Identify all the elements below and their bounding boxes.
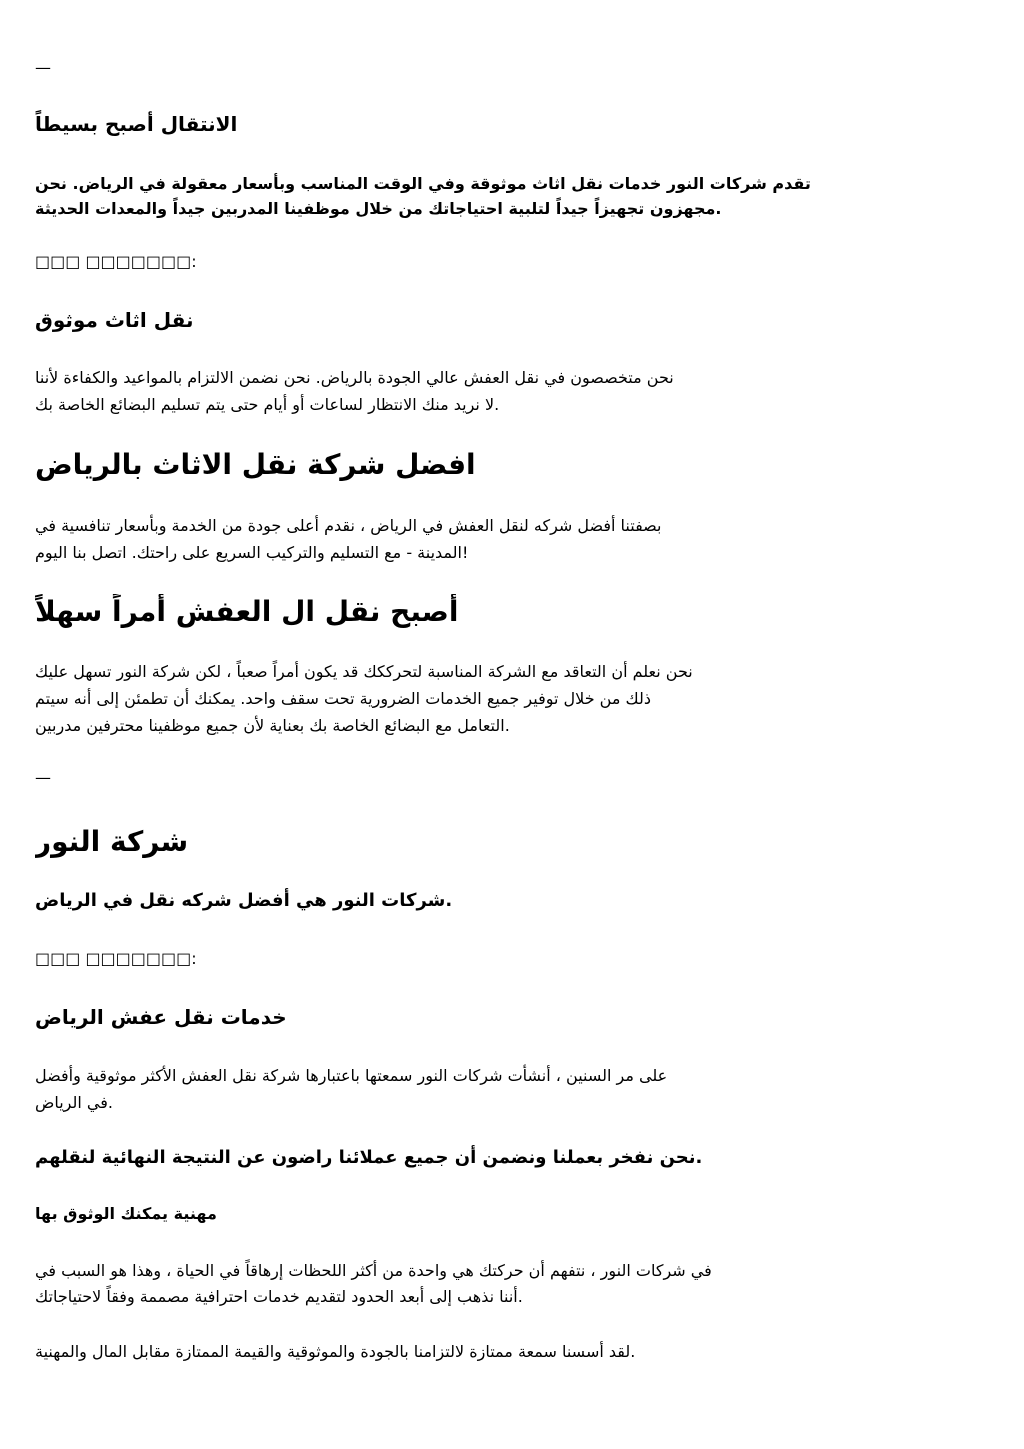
company-tagline: شركات النور هي أفضل شركه نقل في الرياض. [35,890,453,911]
paragraph-line: في الرياض. [35,1093,113,1112]
paragraph-line: على مر السنين ، أنشأت شركات النور سمعتها باعتبارها شركة نقل العفش الأكثر موثوقية وأفضل [35,1066,668,1085]
company-title: شركة النور [35,825,189,858]
section-heading: الانتقال أصبح بسيطاً [35,112,238,136]
paragraph-line: في شركات النور ، نتفهم أن حركتك هي واحدة من أكثر اللحظات إرهاقاً في الحياة ، وهذا هو السبب في [35,1261,712,1280]
horizontal-rule-top: — [35,58,51,77]
paragraph-line: لا نريد منك الانتظار لساعات أو أيام حتى يتم تسليم البضائع الخاصة بك. [35,395,500,414]
paragraph-line: المدينة - مع التسليم والتركيب السريع على راحتك. اتصل بنا اليوم! [35,543,469,562]
section-heading: نقل اثاث موثوق [35,308,194,332]
paragraph-line: نحن نعلم أن التعاقد مع الشركة المناسبة لتحرككك قد يكون أمراً صعباً ، لكن شركة النور تسهل عليك [35,662,693,681]
paragraph-line: نحن متخصصون في نقل العفش عالي الجودة بالرياض. نحن نضمن الالتزام بالمواعيد والكفاءة لأننا [35,368,674,387]
paragraph-line: ذلك من خلال توفير جميع الخدمات الضرورية تحت سقف واحد. يمكنك أن تطمئن إلى أنه سيتم [35,689,651,708]
section-heading: مهنية يمكنك الوثوق بها [35,1204,217,1223]
section-heading: افضل شركة نقل الاثاث بالرياض [35,448,476,481]
horizontal-rule-middle: — [35,768,51,787]
pride-statement: نحن نفخر بعملنا ونضمن أن جميع عملائنا راضون عن النتيجة النهائية لنقلهم. [35,1147,703,1168]
placeholder-label: □□□ □□□□□□□: [35,949,197,968]
intro-text-line: مجهزون تجهيزاً جيداً لتلبية احتياجاتك من خلال موظفينا المدربين جيداً والمعدات الحديثة. [35,199,722,218]
paragraph-line: بصفتنا أفضل شركه لنقل العفش في الرياض ، نقدم أعلى جودة من الخدمة وبأسعار تنافسية في [35,516,662,535]
closing-paragraph: لقد أسسنا سمعة ممتازة لالتزامنا بالجودة والموثوقية والقيمة الممتازة مقابل المال والمهنية. [35,1342,636,1361]
paragraph-line: أننا نذهب إلى أبعد الحدود لتقديم خدمات احترافية مصممة وفقاً لاحتياجاتك. [35,1287,523,1306]
placeholder-label: □□□ □□□□□□□: [35,252,197,271]
paragraph-line: التعامل مع البضائع الخاصة بك بعناية لأن جميع موظفينا محترفين مدربين. [35,716,510,735]
section-heading: أصبح نقل ال العفش أمراً سهلاً [35,595,459,628]
intro-text-line: تقدم شركات النور خدمات نقل اثاث موثوقة وفي الوقت المناسب وبأسعار معقولة في الرياض. نحن [35,174,811,193]
section-heading: خدمات نقل عفش الرياض [35,1005,287,1029]
